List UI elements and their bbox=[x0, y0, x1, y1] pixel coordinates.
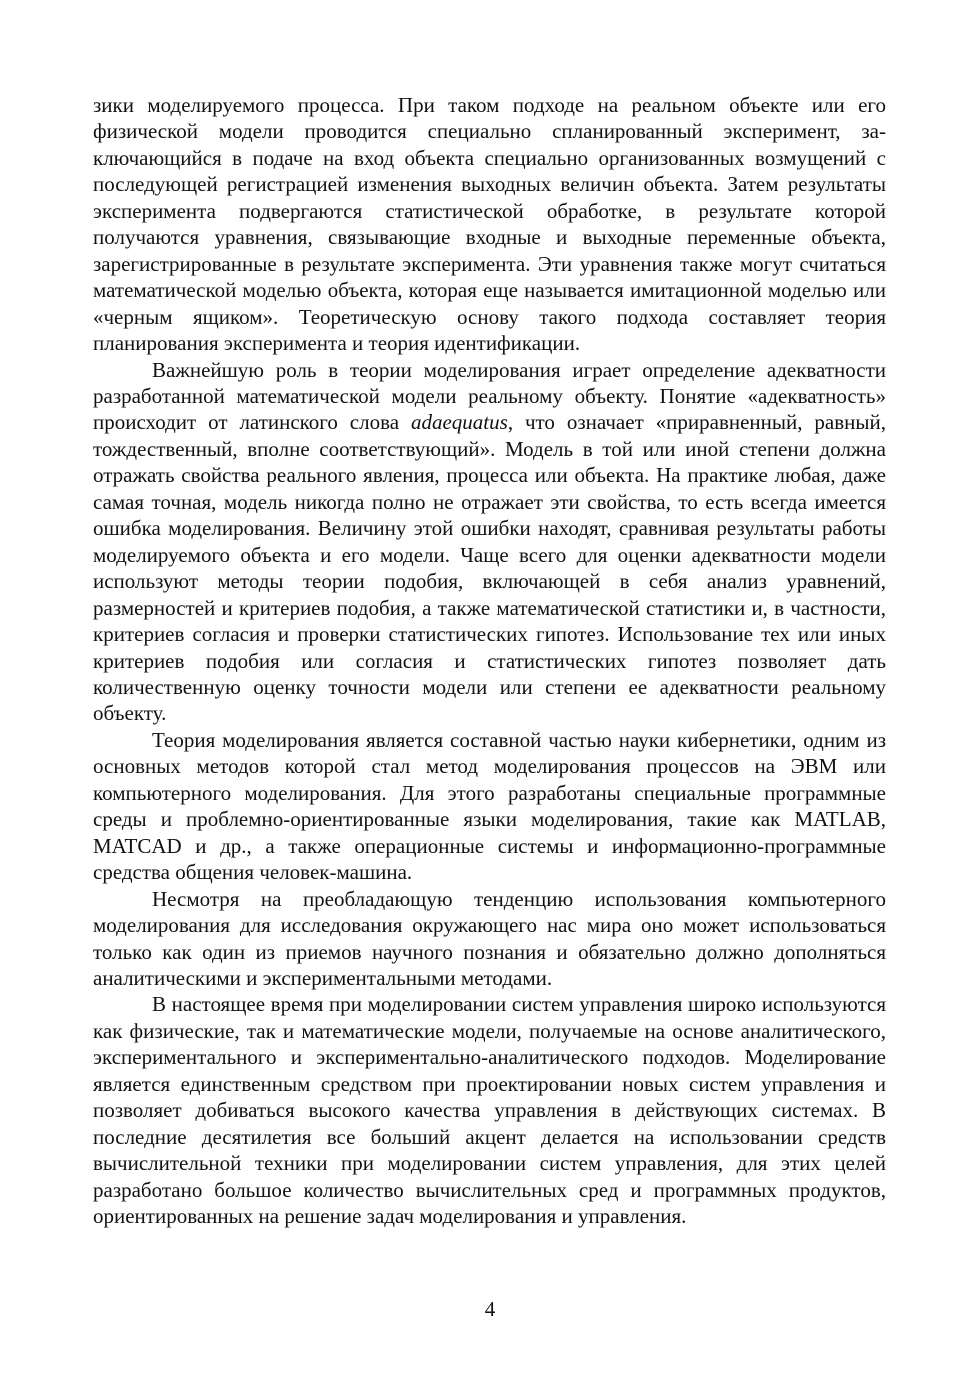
paragraph-control-systems: В настоящее время при моделировании систем управления широко используются как физические, так и математические модели, получаемые на основе аналитического, экспериментального и экспериментально-аналитического подходов. Моделирование является единственным средством при проектировании новых систем управления и позволяет добиваться высокого качества управления в действующих системах. В последние десятилетия все больший акцент делается на использовании средств вычислительной техники при моделировании систем управления, для этих целей разработано большое количество вычислительных сред и программных продуктов, ориентированных на решение задач моделирования и управления. bbox=[93, 992, 886, 1229]
document-page bbox=[93, 92, 886, 1229]
page-number: 4 bbox=[484, 1297, 496, 1321]
adequacy-text-after-term: , что означает «приравненный, равный, тождественный, вполне соответствующий». Модель в той или иной степени должна отражать свойства реального явления, процесса или объекта. На практике любая, даже самая точная, модель никогда полно не отражает эти свойства, то есть всегда имеется ошибка моделирования. Величину этой ошибки находят, сравнивая результаты работы моделируемого объекта и его модели. Чаще всего для оценки адекватности модели используют методы теории подобия, включающей в себя анализ уравнений, размерностей и критериев подобия, а также математической статистики и, в частности, критериев согласия и проверки статистических гипотез. Использование тех или иных критериев подобия или согласия и статистических гипотез позволяет дать количественную оценку точности модели или степени ее адекватности реальному объекту. bbox=[93, 410, 886, 726]
latin-term: adaequatus bbox=[410, 410, 508, 435]
adequacy-text-before-term: Важнейшую роль в теории моделирования играет определение адекватности разработанной математической модели реальному объекту. Понятие «адекватность» происходит от латинского слова bbox=[93, 357, 886, 435]
paragraph-cybernetics: Теория моделирования является составной частью науки кибернетики, одним из основных методов которой стал метод моделирования процессов на ЭВМ или компьютерного моделирования. Для этого разработаны специальные программные среды и проблемно-ориентированные языки моделирования, такие как MATLAB, MATCAD и др., а также операционные системы и информационно-программные средства общения человек-машина. bbox=[93, 727, 886, 885]
paragraph-computer-modeling: Несмотря на преобладающую тенденцию использования компьютерного моделирования для исследования окружающего нас мира оно может использоваться только как один из приемов научного познания и обязательно должно дополняться аналитическими и экспериментальными методами. bbox=[93, 886, 886, 990]
paragraph-adequacy bbox=[93, 357, 886, 727]
paragraph-identification: зики моделируемого процесса. При таком подходе на реальном объекте или его физической модели проводится специально спланированный эксперимент, заключающийся в подаче на вход объекта специально организованных возмущений с последующей регистрацией изменения выходных величин объекта. Затем результаты эксперимента подвергаются статистической обработке, в результате которой получаются уравнения, связывающие входные и выходные переменные объекта, зарегистрированные в результате эксперимента. Эти уравнения также могут считаться математической моделью объекта, которая еще называется имитационной моделью или «черным ящиком». Теоретическую основу такого подхода составляет теория планирования эксперимента и теория идентификации. bbox=[93, 93, 886, 356]
